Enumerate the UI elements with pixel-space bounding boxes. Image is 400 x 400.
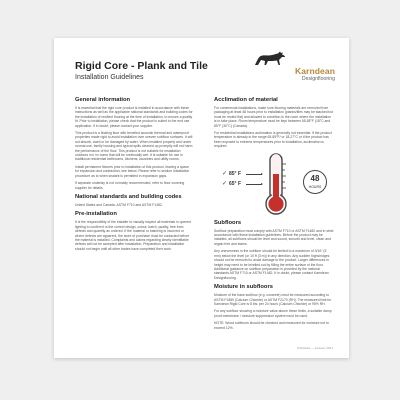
section-heading: Acclimation of material <box>214 97 278 103</box>
temp-high-label <box>222 170 258 178</box>
paragraph: It is the responsibility of the installer to visually inspect all materials in opened lighting to confirm it is the correct design, colour, batch, quality, free from defects and quantity as ordered. If the material or batching is incorrect or where defects are apparent, the store of purchase must be contacted before the material is installed. Complaints and claims regarding clearly identifiable defects will not be accepted after installation. Preparation and installation should not begin until all other trades have completed their work. <box>75 220 191 251</box>
page-title: Rigid Core - Plank and Tile <box>75 60 208 72</box>
section-pre-installation <box>75 211 193 251</box>
paragraph: Any unevenness in the subfloor should be limited to a maximum of 3/16" (5 mm) below the level (or 10 ft (3 m)) in any direction. Any sudden highs/ridges should not be removed to avoid damage to the product. Larger differences in height may need to be levelled out by filling the entire surface of the floor. Additional guidance on subfloor preparation is provided by the national standards ASTM F710 or ASTM F1482. If in doubt, please contact Karndean Designflooring. <box>214 249 330 280</box>
section-national-standards <box>75 194 193 207</box>
section-heading: Subfloors <box>214 219 242 226</box>
acclimation-diagram <box>214 152 334 216</box>
paragraph: Moisture of the base subfloor (e.g. concrete) must be measured according to ASTM F1869 (Calcium Chloride) or ASTM F2170 (RH). The measured limit for Karndean Rigid Core is 8 lbs. per 24 hours (Calcium Chloride) or 95% RH. <box>214 293 332 306</box>
brand-text <box>295 67 335 82</box>
hours-unit: HOURS <box>308 184 322 189</box>
brand-tagline: Designflooring <box>301 76 335 82</box>
section-heading: Moisture in subfloors <box>214 284 273 291</box>
brand-name: Karndean <box>294 66 335 76</box>
brand-logo <box>243 50 335 84</box>
section-heading: Pre-installation <box>75 211 117 218</box>
page-footer: Published — January 2021 <box>296 346 333 350</box>
paragraph: If separate underlay is not normally recommended, refer to floor covering supplier for details. <box>75 181 185 190</box>
temp-high-value: 85° F <box>229 170 242 177</box>
section-subfloors <box>214 220 334 280</box>
thermometer-icon <box>256 152 296 216</box>
greyhound-icon <box>253 50 287 68</box>
temp-low-label <box>222 180 258 188</box>
paragraph: It is essential that the rigid core product is installed in accordance with these instructions as well as the applicable national standards and building codes for the installation of resilient flooring at the time of installation, to ensure a quality fit. Prior to installation, please check that the product is suited to the end use application. If in doubt, please contact your supplier. <box>75 106 193 128</box>
paragraph: For commercial installations, make sure flooring materials are removed from packaging at least 48 hours prior to installation (planks/tiles may be stacked but must be rested flat) and allowed to condition in the room where the installation is to take place. Room temperature must be kept between 65-85°F (18°C and 85°F (30°C) (Canada). <box>214 106 334 128</box>
right-column <box>214 97 334 334</box>
section-heading: National standards and building codes <box>75 193 182 200</box>
paragraph: This product is a floating floor with bevelled acoustic thermal and waterproof properties made rigid to avoid installation over uneven subfloor surfaces. It will not absorb, swell or be damaged by water. When installed properly and under normal use, family housing and typical spills cleaned up promptly will not harm the performance of the floor. This product is not suitable for installation outdoors nor in rooms that will be continually wet. It is suitable for use in traditional residential bathrooms, kitchens, laundries and utility rooms. <box>75 131 193 162</box>
check-icon: ✓ <box>222 180 228 187</box>
section-acclimation <box>214 97 334 216</box>
section-general-information <box>75 97 193 190</box>
page-subtitle: Installation Guidelines <box>75 74 144 81</box>
paragraph: United States and Canada: ASTM F710 and ASTM F1482. <box>75 202 163 207</box>
hours-badge <box>303 170 327 194</box>
paragraph: Install permanent fixtures prior to installation of this product, leaving a space for expansion and contraction; see below. Please refer to section Installation procedure as to when sealant is permitted in expansion gaps. <box>75 164 190 178</box>
hours-number: 48 <box>310 173 320 183</box>
temp-low-value: 65° F <box>229 180 242 187</box>
paragraph: For residential installations acclimation is generally not essential. If the product temperature is already in the range 65-85°F/ or 18-27°C or if the product has been exposed to extreme temperatures prior to installation, acclimation is required. <box>214 131 332 149</box>
paragraph: For any subfloor showing a moisture value above these limits, a suitable damp proof membrane / moisture suppression system must be used. <box>214 309 332 318</box>
check-icon: ✓ <box>222 170 228 177</box>
section-heading: General information <box>75 97 131 103</box>
left-column <box>75 97 193 255</box>
paragraph: Subfloor preparation must comply with ASTM F710 or ASTM F1482 and in strict accordance with these installation guidelines. Before the product may be installed, all subfloors should be level and sound, smooth and level, clean and regain free and stains. <box>214 228 334 246</box>
document-page <box>54 38 349 358</box>
paragraph: NOTE: Wood subfloors should be checked and measured for moisture not to exceed 12%. <box>214 321 329 330</box>
section-moisture <box>214 284 334 330</box>
